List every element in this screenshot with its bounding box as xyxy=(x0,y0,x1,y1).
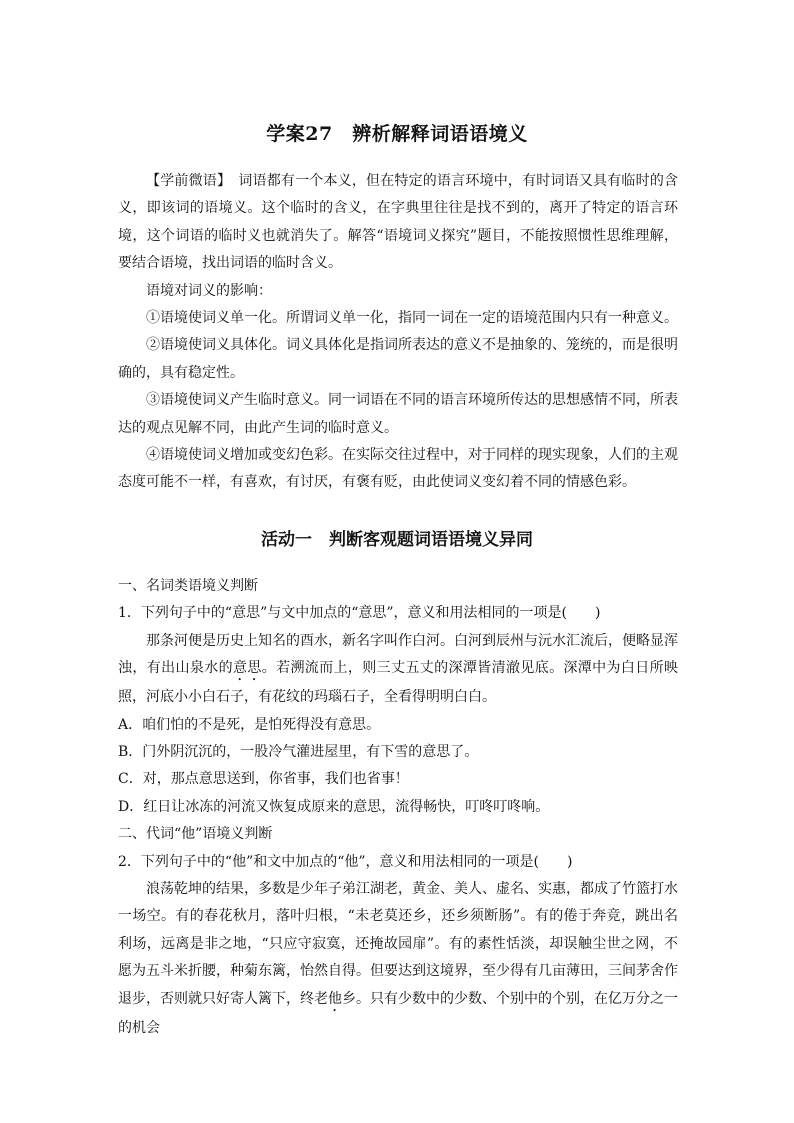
intro-section xyxy=(118,168,678,497)
dotted-word: 意思 xyxy=(232,660,262,677)
intro-paragraph xyxy=(118,168,678,278)
option-c: C．对，那点意思送到，你省事，我们也省事！ xyxy=(118,771,409,788)
intro-lead: 【学前微语】 xyxy=(146,173,232,189)
page-title: 学案27 辨析解释词语语境义 xyxy=(266,123,528,145)
part1-heading: 一、名词类语境义判断 xyxy=(118,578,258,594)
activity-title: 活动一 判断客观题词语语境义异同 xyxy=(261,530,533,550)
effect-item: ①语境使词义单一化。所谓词义单一化，指同一词在一定的语境范围内只有一种意义。 xyxy=(146,310,678,327)
option-b: B．门外阴沉沉的，一股冷气灌进屋里，有下雪的意思了。 xyxy=(118,744,479,761)
intro-text: 词语都有一个本义，但在特定的语言环境中，有时词语又具有临时的含义，即该词的语境义。这个临时的含义，在字典里往往是找不到的，离开了特定的语言环境，这个词语的临时义也就消失了。解答“语境词义探究”题目，不能按照惯性思维理解，要结合语境，找出词语的临时含义。 xyxy=(118,173,679,272)
questions-section xyxy=(118,573,678,1042)
question-2: 2．下列句子中的“他”和文中加点的“他”，意义和用法相同的一项是( ) xyxy=(118,853,573,870)
passage-1: 那条河便是历史上知名的酉水，新名字叫作白河。白河到辰州与沅水汇流后，便略显浑浊，有出山泉水的意思。若溯流而上，则三丈五丈的深潭皆清澈见底。深潭中为白日所映照，河底小小白石子，有花纹的玛瑙石子，全看得明明白白。 xyxy=(118,632,679,706)
effect-item: ②语境使词义具体化。词义具体化是指词所表达的意义不是抽象的、笼统的，而是很明确的，具有稳定性。 xyxy=(118,337,678,381)
option-a: A．咱们怕的不是死，是怕死得没有意思。 xyxy=(118,716,381,733)
effects-heading: 语境对词义的影响： xyxy=(146,282,272,299)
question-1: 1．下列句子中的“意思”与文中加点的“意思”，意义和用法相同的一项是( ) xyxy=(118,605,601,622)
passage-2: 浪荡乾坤的结果，多数是少年子弟江湖老，黄金、美人、虚名、实惠，都成了竹篮打水一场空。有的春花秋月，落叶归根，“未老莫还乡，还乡须断肠”。有的倦于奔竞，跳出名利场，远离是非之地，“只应守寂寞，还掩故园扉”。有的素性恬淡，却误触尘世之网，不愿为五斗米折腰，种菊东篱，怡然自得。但要达到这境界，至少得有几亩薄田，三间茅舍作退步，否则就只好寄人篱下，终老他乡。只有少数中的少数、个别中的个别，在亿万分之一的机会 xyxy=(118,881,678,1036)
dotted-word: 他 xyxy=(328,990,342,1007)
option-d: D．红日让冰冻的河流又恢复成原来的意思，流得畅快，叮咚叮咚响。 xyxy=(118,798,550,815)
part2-heading: 二、代词“他”语境义判断 xyxy=(118,826,273,843)
effect-item: ③语境使词义产生临时意义。同一词语在不同的语言环境所传达的思想感情不同，所表达的观点见解不同，由此产生词的临时意义。 xyxy=(118,392,678,436)
effect-item: ④语境使词义增加或变幻色彩。在实际交往过程中，对于同样的现实现象，人们的主观态度可能不一样，有喜欢，有讨厌，有褒有贬，由此使词义变幻着不同的情感色彩。 xyxy=(118,447,678,491)
